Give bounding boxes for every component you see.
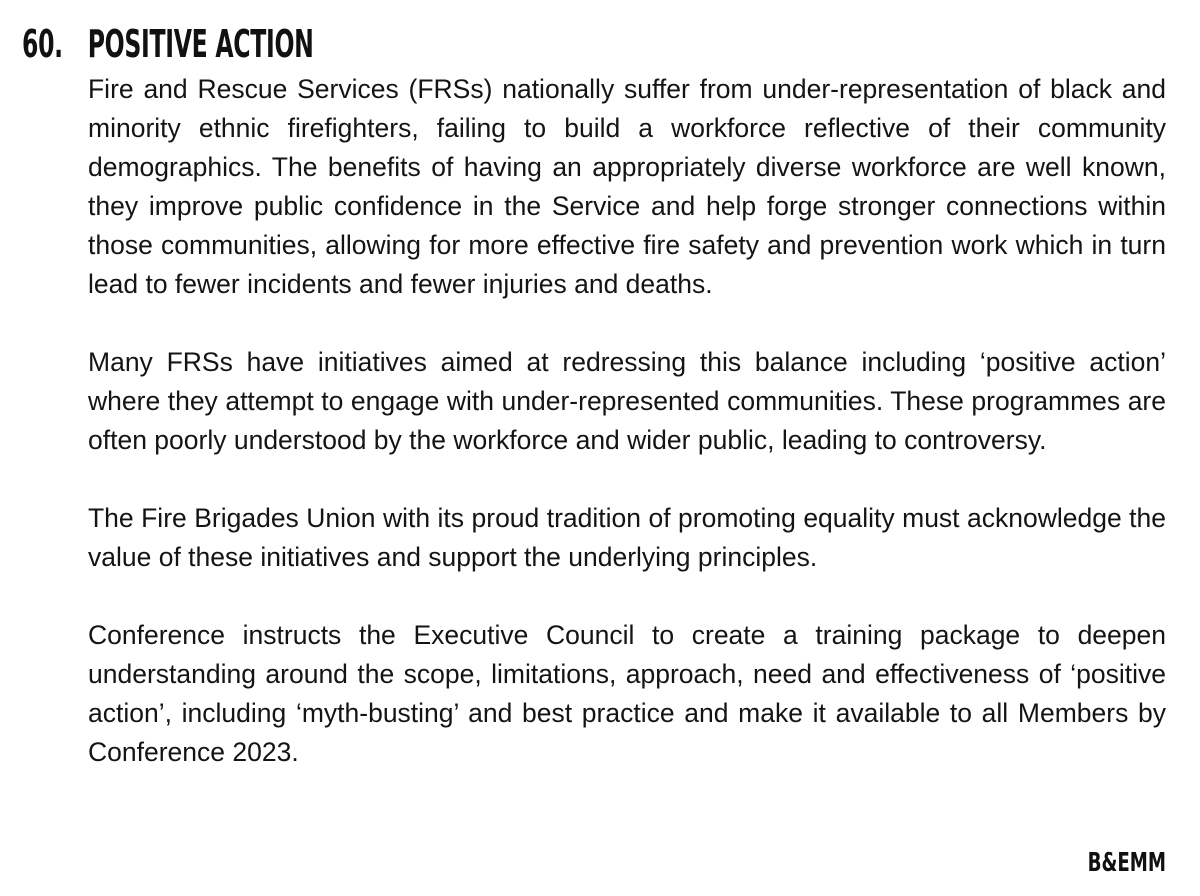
motion-heading [22, 18, 314, 70]
paragraph-4: Conference instructs the Executive Council to create a training package to deepen understanding around the scope, limitations, approach, need and effectiveness of ‘positive action’, including ‘myth-busting’ and best practice and make it available to all Members by Conference 2023. [88, 620, 1166, 767]
submitter-mark: B&EMM [1087, 848, 1166, 878]
motion-body [88, 70, 1166, 772]
paragraph-2: Many FRSs have initiatives aimed at redressing this balance including ‘positive action’ where they attempt to engage with under-represented communities. These programmes are often poorly understood by the workforce and wider public, leading to controversy. [88, 347, 1166, 455]
motion-number: 60. [22, 22, 63, 66]
paragraph-3: The Fire Brigades Union with its proud tradition of promoting equality must acknowledge the value of these initiatives and support the underlying principles. [88, 503, 1166, 572]
motion-title: POSITIVE ACTION [87, 22, 314, 66]
paragraph-1: Fire and Rescue Services (FRSs) nationally suffer from under-representation of black and minority ethnic firefighters, failing to build a workforce reflective of their community demographics. The benefits of having an appropriately diverse workforce are well known, they improve public confidence in the Service and help forge stronger connections within those communities, allowing for more effective fire safety and prevention work which in turn lead to fewer incidents and fewer injuries and deaths. [88, 74, 1166, 299]
